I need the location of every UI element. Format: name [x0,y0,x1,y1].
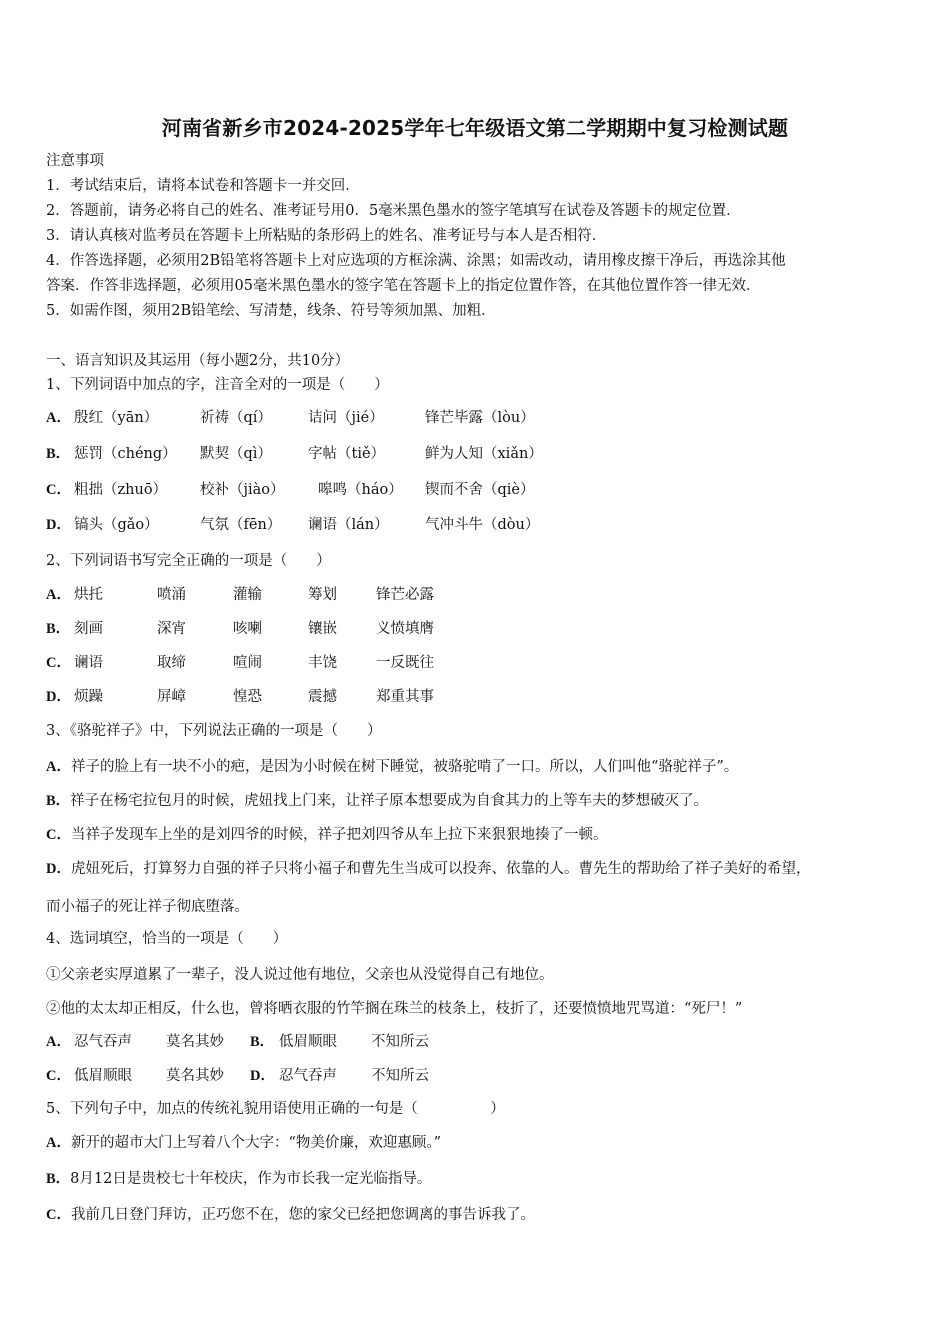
option-continuation: 而小福子的死让祥子彻底堕落。 [46,899,249,915]
option-word: 不知所云 [371,1068,429,1084]
option-word: 低眉顺眼 [74,1068,132,1084]
option-label: B． [250,1034,275,1050]
option-word: 屏嶂 [157,689,186,705]
option-row [46,825,607,845]
option-row [46,1133,441,1153]
notice-item: 答案．作答非选择题，必须用05毫米黑色墨水的签字笔在答题卡上的指定位置作答，在其他位置作答一律无效． [46,278,761,294]
option-row [46,1205,535,1225]
option-label: C． [46,1207,71,1223]
option-row [46,1169,431,1189]
question-4-sentence: ②他的太太却正相反，什么也，曾将晒衣服的竹竿搁在珠兰的枝条上，枝折了，还要愤愤地咒骂道：“死尸！” [46,1001,743,1017]
option-word: 气冲斗牛（dòu） [425,517,540,533]
option-word: 谰语 [74,655,103,671]
notice-item: 4．作答选择题，必须用2B铅笔将答题卡上对应选项的方框涂满、涂黑；如需改动，请用橡皮擦干净后，再选涂其他 [46,253,786,269]
option-label: C． [46,655,71,671]
option-word: 烘托 [74,587,103,603]
option-word: 莫名其妙 [166,1034,224,1050]
question-2-stem: 2、下列词语书写完全正确的一项是（ ） [46,553,331,569]
option-label: A． [46,587,71,603]
option-word: 校补（jiào） [200,482,285,498]
option-word: 震撼 [308,689,337,705]
option-word: 惩罚（chéng） [74,446,177,462]
option-word: 锋芒必露 [376,587,434,603]
option-word: 低眉顺眼 [279,1034,337,1050]
option-word: 灌输 [233,587,262,603]
option-word: 诘问（jié） [308,410,384,426]
option-label: D． [46,517,71,533]
notice-item: 3．请认真核对监考员在答题卡上所粘贴的条形码上的姓名、准考证号与本人是否相符． [46,228,607,244]
option-word: 祈祷（qí） [200,410,272,426]
option-word: 粗拙（zhuō） [74,482,168,498]
option-label: D． [46,861,71,877]
option-word: 字帖（tiě） [308,446,386,462]
option-label: B． [46,1171,71,1187]
option-word: 深宵 [157,621,186,637]
option-label: D． [250,1068,275,1084]
option-word: 不知所云 [371,1034,429,1050]
option-text: 8月12日是贵校七十年校庆，作为市长我一定光临指导。 [70,1171,432,1187]
option-row [46,791,708,811]
option-word: 鲜为人知（xiǎn） [425,446,543,462]
option-label: A． [46,410,71,426]
option-text: 新开的超市大门上写着八个大字：“物美价廉，欢迎惠顾。” [70,1135,442,1151]
notice-heading: 注意事项 [46,153,104,169]
question-4-stem: 4、选词填空，恰当的一项是（ ） [46,931,288,947]
option-word: 郑重其事 [376,689,434,705]
option-word: 锋芒毕露（lòu） [425,410,535,426]
question-4-sentence: ①父亲老实厚道累了一辈子，没人说过他有地位，父亲也从没觉得自己有地位。 [46,967,554,983]
option-label: D． [46,689,71,705]
page-title: 河南省新乡市2024-2025学年七年级语文第二学期期中复习检测试题 [161,116,789,140]
option-row [46,859,810,879]
question-1-stem: 1、下列词语中加点的字，注音全对的一项是（ ） [46,377,389,393]
option-label: A． [46,759,71,775]
option-word: 锲而不舍（qiè） [425,482,535,498]
option-word: 忍气吞声 [279,1068,337,1084]
notice-item: 2．答题前，请务必将自己的姓名、准考证号用0．5毫米黑色墨水的签字笔填写在试卷及答题卡的规定位置． [46,203,741,219]
option-label: A． [46,1135,71,1151]
option-label: B． [46,446,71,462]
option-word: 咳喇 [233,621,262,637]
option-word: 刻画 [74,621,103,637]
option-word: 丰饶 [308,655,337,671]
option-word: 莫名其妙 [166,1068,224,1084]
question-3-stem: 3、《骆驼祥子》中，下列说法正确的一项是（ ） [46,723,382,739]
option-label: B． [46,793,71,809]
option-word: 气氛（fēn） [200,517,282,533]
notice-item: 1．考试结束后，请将本试卷和答题卡一并交回． [46,178,360,194]
option-label: B． [46,621,71,637]
option-label: C． [46,827,71,843]
option-row [46,757,738,777]
option-word: 一反既往 [376,655,434,671]
option-label: C． [46,482,71,498]
option-word: 取缔 [157,655,186,671]
option-word: 嗥鸣（háo） [318,482,403,498]
notice-item: 5．如需作图，须用2B铅笔绘、写清楚，线条、符号等须加黑、加粗． [46,303,496,319]
question-5-stem: 5、下列句子中，加点的传统礼貌用语使用正确的一句是（ ） [46,1101,505,1117]
section-heading: 一、语言知识及其运用（每小题2分，共10分） [46,353,350,369]
option-text: 当祥子发现车上坐的是刘四爷的时候，祥子把刘四爷从车上拉下来狠狠地揍了一顿。 [70,827,608,843]
option-word: 忍气吞声 [74,1034,132,1050]
option-word: 殷红（yān） [74,410,159,426]
option-word: 镐头（gǎo） [74,517,159,533]
option-word: 惶恐 [233,689,262,705]
option-text: 我前几日登门拜访，正巧您不在，您的家父已经把您调离的事告诉我了。 [70,1207,535,1223]
option-word: 默契（qì） [200,446,272,462]
option-word: 烦躁 [74,689,103,705]
option-word: 镶嵌 [308,621,337,637]
option-word: 喧闹 [233,655,262,671]
option-word: 义愤填膺 [376,621,434,637]
option-word: 喷涌 [157,587,186,603]
option-text: 虎妞死后，打算努力自强的祥子只将小福子和曹先生当成可以投奔、依靠的人。曹先生的帮助给了祥子美好的希望， [70,861,811,877]
option-text: 祥子的脸上有一块不小的疤，是因为小时候在树下睡觉，被骆驼啃了一口。所以，人们叫他“骆驼祥子”。 [70,759,739,775]
option-label: A． [46,1034,71,1050]
option-text: 祥子在杨宅拉包月的时候，虎妞找上门来，让祥子原本想要成为自食其力的上等车夫的梦想破灭了。 [70,793,709,809]
option-label: C． [46,1068,71,1084]
option-word: 筹划 [308,587,337,603]
option-word: 谰语（lán） [308,517,389,533]
